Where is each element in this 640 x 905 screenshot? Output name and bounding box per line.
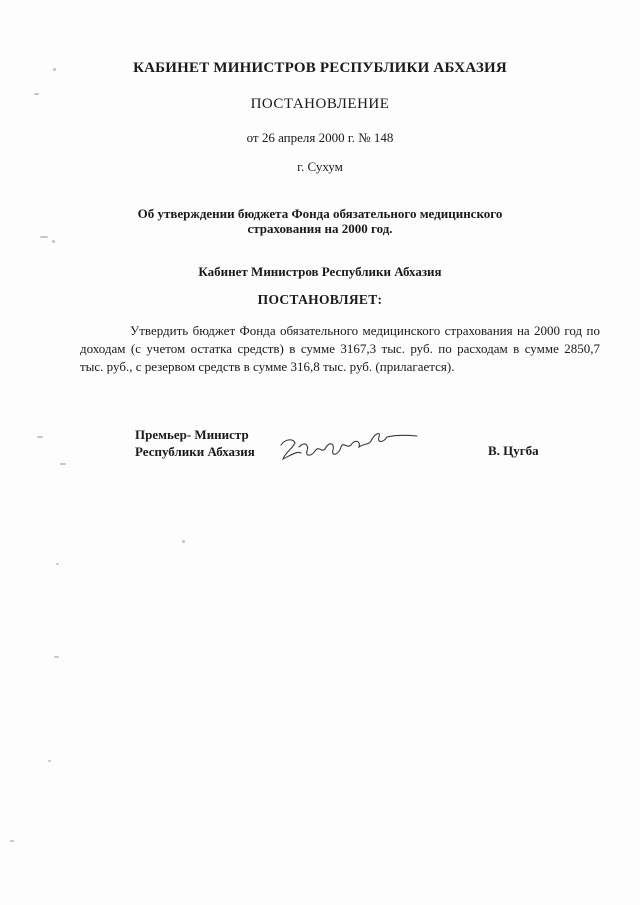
document-type-heading: ПОСТАНОВЛЕНИЕ <box>250 96 390 112</box>
signatory-title-line-1: Премьер- Министр <box>135 427 249 442</box>
scan-speck <box>48 760 51 762</box>
scan-speck <box>60 463 66 465</box>
scan-speck <box>182 540 185 543</box>
scan-speck <box>34 93 39 95</box>
date-and-number: от 26 апреля 2000 г. № 148 <box>246 130 394 145</box>
scan-speck <box>40 236 48 238</box>
scan-speck <box>56 563 59 565</box>
body-line-2: доходам (с учетом остатка средств) в сумме 3167,3 тыс. руб. по расходам в сумме 2850,7 <box>80 341 600 356</box>
subject-line-2: страхования на 2000 год. <box>247 221 393 236</box>
handwritten-signature <box>275 423 420 468</box>
document-subject <box>0 206 640 236</box>
scan-speck <box>10 840 14 842</box>
body-line-3: тыс. руб., с резервом средств в сумме 316,8 тыс. руб. (прилагается). <box>80 359 455 374</box>
resolves-heading: ПОСТАНОВЛЯЕТ: <box>257 292 383 307</box>
issuer-line: Кабинет Министров Республики Абхазия <box>198 264 442 279</box>
organization-heading: КАБИНЕТ МИНИСТРОВ РЕСПУБЛИКИ АБХАЗИЯ <box>133 60 507 76</box>
body-line-1: Утвердить бюджет Фонда обязательного медицинского страхования на 2000 год по <box>130 323 600 338</box>
signatory-title <box>135 426 255 460</box>
resolution-body <box>80 322 600 376</box>
signatory-name: В. Цугба <box>488 443 539 458</box>
scan-speck <box>37 436 43 438</box>
scan-speck <box>54 656 59 658</box>
city-line: г. Сухум <box>297 159 343 174</box>
signatory-title-line-2: Республики Абхазия <box>135 444 255 459</box>
subject-line-1: Об утверждении бюджета Фонда обязательного медицинского <box>137 206 503 221</box>
scan-speck <box>52 240 55 243</box>
